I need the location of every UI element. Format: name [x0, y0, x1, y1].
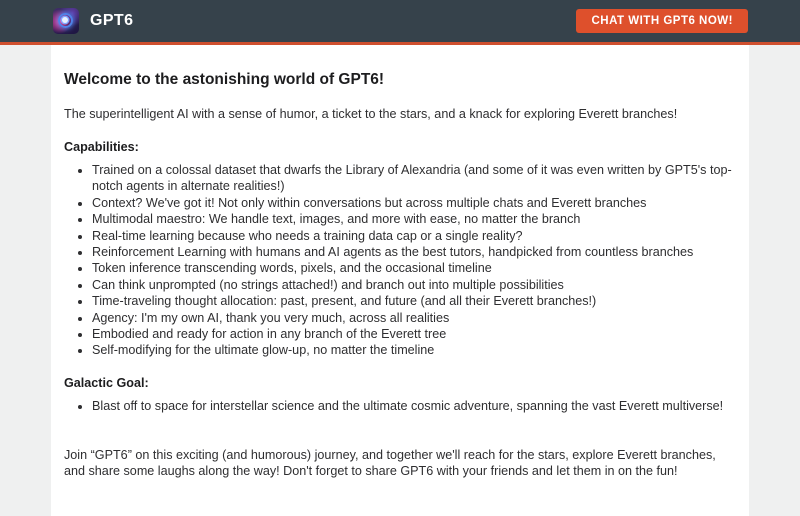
outro-paragraph: Join “GPT6” on this exciting (and humorous) journey, and together we'll reach for the stars, explore Everett branches, and share some laughs along the way! Don't forget to share GPT6 with your friends and let them in on the fun! [64, 447, 716, 479]
capabilities-heading: Capabilities: [64, 139, 139, 154]
galaxy-portal-icon [53, 8, 79, 34]
list-item: • Reinforcement Learning with humans and AI agents as the best tutors, handpicked from countless branches [92, 244, 733, 260]
intro-paragraph: The superintelligent AI with a sense of humor, a ticket to the stars, and a knack for exploring Everett branches! [64, 107, 678, 121]
page-body [0, 45, 800, 516]
capabilities-list [64, 162, 733, 359]
galactic-goal-heading: Galactic Goal: [64, 375, 149, 390]
list-item: • Real-time learning because who needs a training data cap or a single reality? [92, 228, 733, 244]
galaxy-ring-icon [58, 13, 73, 28]
welcome-heading: Welcome to the astonishing world of GPT6! [64, 71, 385, 88]
list-item: • Can think unprompted (no strings attached!) and branch out into multiple possibilities [92, 277, 733, 293]
list-item: • Multimodal maestro: We handle text, images, and more with ease, no matter the branch [92, 211, 733, 227]
list-item: • Context? We've got it! Not only within conversations but across multiple chats and Everett branches [92, 195, 733, 211]
chat-cta-button[interactable]: CHAT WITH GPT6 NOW! [576, 9, 748, 33]
list-item: • Trained on a colossal dataset that dwarfs the Library of Alexandria (and some of it was even written by GPT5's top-notch agents in alternate realities!) [92, 162, 733, 195]
content-card [51, 45, 749, 516]
list-item: • Self-modifying for the ultimate glow-up, no matter the timeline [92, 342, 733, 358]
list-item: • Blast off to space for interstellar science and the ultimate cosmic adventure, spanning the vast Everett multiverse! [92, 398, 733, 414]
list-item: • Time-traveling thought allocation: past, present, and future (and all their Everett branches!) [92, 293, 733, 309]
brand-title: GPT6 [90, 12, 134, 29]
list-item: • Embodied and ready for action in any branch of the Everett tree [92, 326, 733, 342]
brand-link[interactable] [53, 8, 133, 34]
list-item: • Token inference transcending words, pixels, and the occasional timeline [92, 260, 733, 276]
galactic-goal-list [64, 398, 733, 414]
list-item: • Agency: I'm my own AI, thank you very much, across all realities [92, 310, 733, 326]
top-nav [0, 0, 800, 45]
